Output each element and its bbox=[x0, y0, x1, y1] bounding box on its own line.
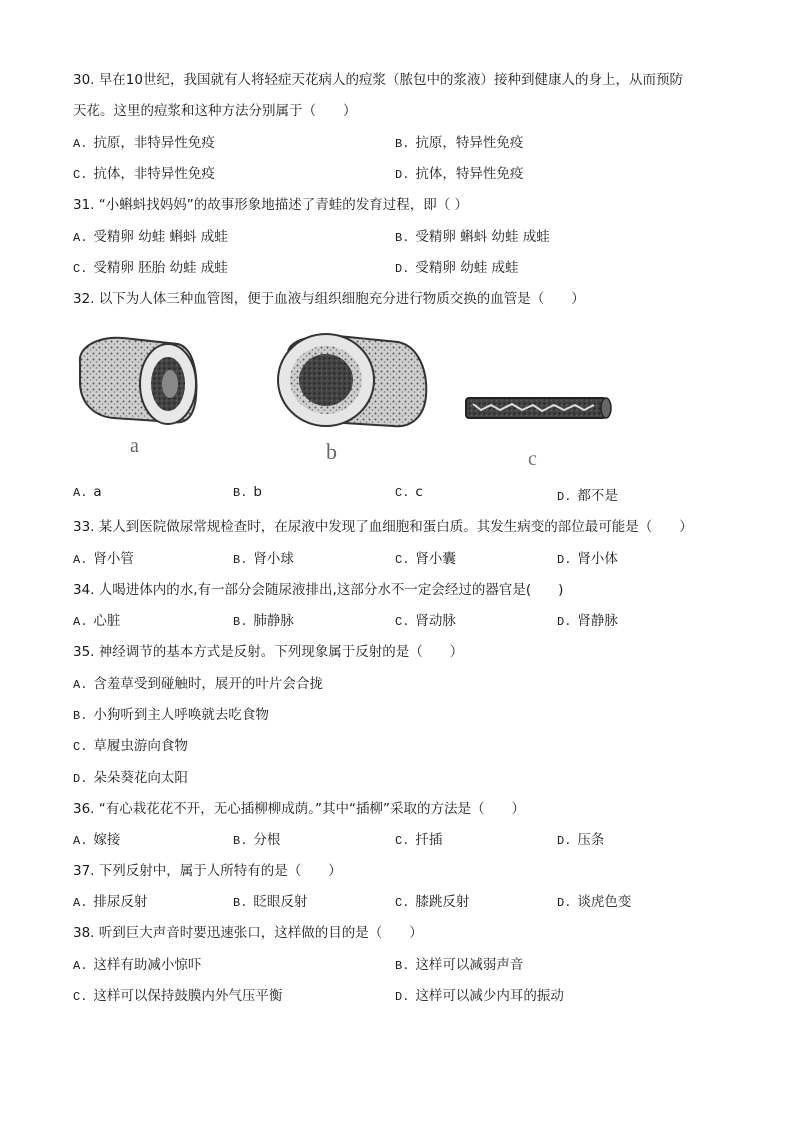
question-32-option-a[interactable]: A. a bbox=[73, 484, 102, 500]
vessel-b-label: b bbox=[326, 439, 337, 464]
question-37-option-c[interactable]: C. 膝跳反射 bbox=[395, 894, 470, 910]
vessel-c-label: c bbox=[528, 448, 537, 470]
question-34-option-c[interactable]: C. 肾动脉 bbox=[395, 613, 456, 629]
question-35-option-a[interactable]: A. 含羞草受到碰触时，展开的叶片会合拢 bbox=[73, 676, 323, 692]
question-32-option-c[interactable]: C. c bbox=[395, 484, 423, 500]
question-36-option-d[interactable]: D. 压条 bbox=[557, 832, 605, 848]
question-35-option-b[interactable]: B. 小狗听到主人呼唤就去吃食物 bbox=[73, 707, 269, 723]
question-36-option-a[interactable]: A. 嫁接 bbox=[73, 832, 121, 848]
vessel-a-image bbox=[80, 338, 197, 424]
vessel-b-image bbox=[278, 334, 426, 426]
question-30-stem: 30. 早在10世纪，我国就有人将轻症天花病人的痘浆（脓包中的浆液）接种到健康人的身上，从而预防 bbox=[73, 72, 683, 88]
question-32-option-b[interactable]: B. b bbox=[233, 484, 262, 500]
vessel-a-label: a bbox=[130, 435, 139, 457]
question-33-option-c[interactable]: C. 肾小囊 bbox=[395, 551, 456, 567]
question-33-option-a[interactable]: A. 肾小管 bbox=[73, 551, 134, 567]
question-31-stem: 31. “小蝌蚪找妈妈”的故事形象地描述了青蛙的发育过程，即（ ） bbox=[73, 197, 469, 213]
vessel-c-image bbox=[466, 398, 611, 418]
question-30-option-c[interactable]: C. 抗体，非特异性免疫 bbox=[73, 166, 215, 182]
question-37-option-b[interactable]: B. 眨眼反射 bbox=[233, 894, 308, 910]
question-35-stem: 35. 神经调节的基本方式是反射。下列现象属于反射的是（ ） bbox=[73, 644, 464, 660]
question-30-option-a[interactable]: A. 抗原，非特异性免疫 bbox=[73, 135, 215, 151]
question-32-stem: 32. 以下为人体三种血管图，便于血液与组织细胞充分进行物质交换的血管是（ ） bbox=[73, 291, 585, 307]
question-33-option-d[interactable]: D. 肾小体 bbox=[557, 551, 618, 567]
question-30-option-d[interactable]: D. 抗体，特异性免疫 bbox=[395, 166, 524, 182]
question-34-option-b[interactable]: B. 肺静脉 bbox=[233, 613, 294, 629]
question-36-option-c[interactable]: C. 扦插 bbox=[395, 832, 443, 848]
question-31-option-b[interactable]: B. 受精卵 蝌蚪 幼蛙 成蛙 bbox=[395, 229, 550, 245]
question-30-option-b[interactable]: B. 抗原，特异性免疫 bbox=[395, 135, 524, 151]
blood-vessel-figure bbox=[68, 322, 708, 472]
question-34-stem: 34. 人喝进体内的水,有一部分会随尿液排出,这部分水不一定会经过的器官是( ) bbox=[73, 582, 564, 598]
question-32-option-d[interactable]: D. 都不是 bbox=[557, 488, 618, 504]
question-34-option-d[interactable]: D. 肾静脉 bbox=[557, 613, 618, 629]
question-33-stem: 33. 某人到医院做尿常规检查时，在尿液中发现了血细胞和蛋白质。其发生病变的部位最可能是（ ） bbox=[73, 519, 693, 535]
question-37-stem: 37. 下列反射中，属于人所特有的是（ ） bbox=[73, 863, 342, 879]
question-38-option-c[interactable]: C. 这样可以保持鼓膜内外气压平衡 bbox=[73, 988, 283, 1004]
question-37-option-a[interactable]: A. 排尿反射 bbox=[73, 894, 148, 910]
question-31-option-a[interactable]: A. 受精卵 幼蛙 蝌蚪 成蛙 bbox=[73, 229, 228, 245]
question-36-option-b[interactable]: B. 分根 bbox=[233, 832, 281, 848]
question-38-option-d[interactable]: D. 这样可以减少内耳的振动 bbox=[395, 988, 564, 1004]
question-33-option-b[interactable]: B. 肾小球 bbox=[233, 551, 294, 567]
question-35-option-c[interactable]: C. 草履虫游向食物 bbox=[73, 738, 188, 754]
question-38-option-a[interactable]: A. 这样有助减小惊吓 bbox=[73, 957, 202, 973]
question-38-option-b[interactable]: B. 这样可以减弱声音 bbox=[395, 957, 524, 973]
question-37-option-d[interactable]: D. 谈虎色变 bbox=[557, 894, 632, 910]
question-35-option-d[interactable]: D. 朵朵葵花向太阳 bbox=[73, 770, 188, 786]
question-31-option-c[interactable]: C. 受精卵 胚胎 幼蛙 成蛙 bbox=[73, 260, 228, 276]
question-38-stem: 38. 听到巨大声音时要迅速张口，这样做的目的是（ ） bbox=[73, 925, 423, 941]
question-30-stem-cont: 天花。这里的痘浆和这种方法分别属于（ ） bbox=[73, 103, 357, 119]
question-31-option-d[interactable]: D. 受精卵 幼蛙 成蛙 bbox=[395, 260, 519, 276]
question-34-option-a[interactable]: A. 心脏 bbox=[73, 613, 121, 629]
question-36-stem: 36. “有心栽花花不开，无心插柳柳成荫。”其中“插柳”采取的方法是（ ） bbox=[73, 801, 525, 817]
